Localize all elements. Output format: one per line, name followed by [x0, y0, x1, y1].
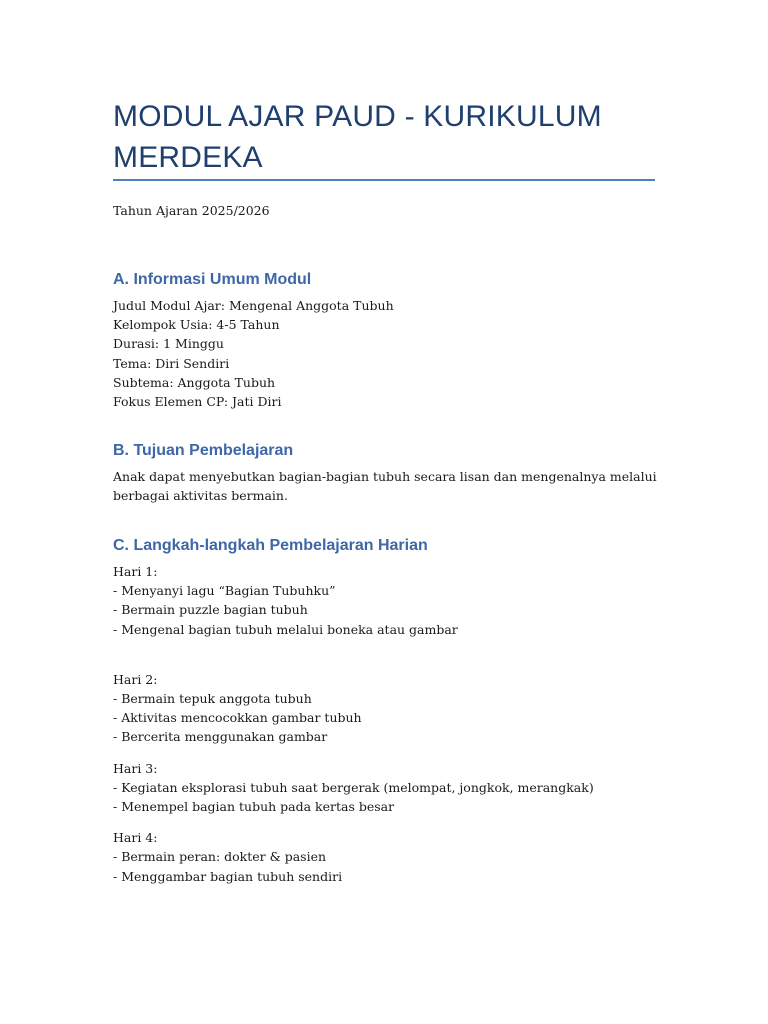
section-general-info [113, 268, 673, 411]
list-item: - Bercerita menggunakan gambar [113, 729, 328, 745]
spacer [113, 816, 673, 828]
section-heading: B. Tujuan Pembelajaran [113, 442, 294, 459]
list-item: - Aktivitas mencocokkan gambar tubuh [113, 710, 362, 726]
info-line: Judul Modul Ajar: Mengenal Anggota Tubuh [113, 298, 394, 313]
school-year: Tahun Ajaran 2025/2026 [113, 203, 270, 218]
info-line: Kelompok Usia: 4-5 Tahun [113, 317, 280, 333]
day-label: Hari 4: [113, 830, 158, 846]
list-item: - Menggambar bagian tubuh sendiri [113, 868, 343, 884]
document-title: MODUL AJAR PAUD - KURIKULUM MERDEKA [113, 100, 602, 174]
title-divider [113, 179, 655, 181]
section-heading: A. Informasi Umum Modul [113, 271, 312, 288]
info-line: Subtema: Anggota Tubuh [113, 374, 276, 390]
day-block [113, 670, 673, 747]
list-item: - Bermain puzzle bagian tubuh [113, 602, 308, 618]
day-label: Hari 2: [113, 671, 158, 687]
day-block [113, 828, 673, 886]
paragraph-line: berbagai aktivitas bermain. [113, 488, 288, 504]
day-block [113, 562, 673, 639]
list-item: - Menempel bagian tubuh pada kertas besar [113, 799, 395, 815]
list-item: - Menyanyi lagu “Bagian Tubuhku” [113, 583, 336, 599]
list-item: - Mengenal bagian tubuh melalui boneka atau gambar [113, 621, 458, 637]
info-line: Durasi: 1 Minggu [113, 336, 224, 352]
info-line: Tema: Diri Sendiri [113, 355, 230, 371]
day-label: Hari 1: [113, 564, 158, 579]
section-heading: C. Langkah-langkah Pembelajaran Harian [113, 537, 428, 554]
list-item: - Bermain peran: dokter & pasien [113, 849, 327, 865]
paragraph-line: Anak dapat menyebutkan bagian-bagian tubuh secara lisan dan mengenalnya melalui [113, 469, 657, 484]
day-label: Hari 3: [113, 760, 158, 776]
spacer [113, 639, 673, 670]
spacer [113, 747, 673, 759]
day-block [113, 759, 673, 817]
section-learning-goals [113, 439, 673, 505]
info-line: Fokus Elemen CP: Jati Diri [113, 394, 282, 410]
list-item: - Bermain tepuk anggota tubuh [113, 691, 312, 707]
list-item: - Kegiatan eksplorasi tubuh saat bergerak (melompat, jongkok, merangkak) [113, 779, 594, 795]
section-daily-steps [113, 534, 673, 886]
